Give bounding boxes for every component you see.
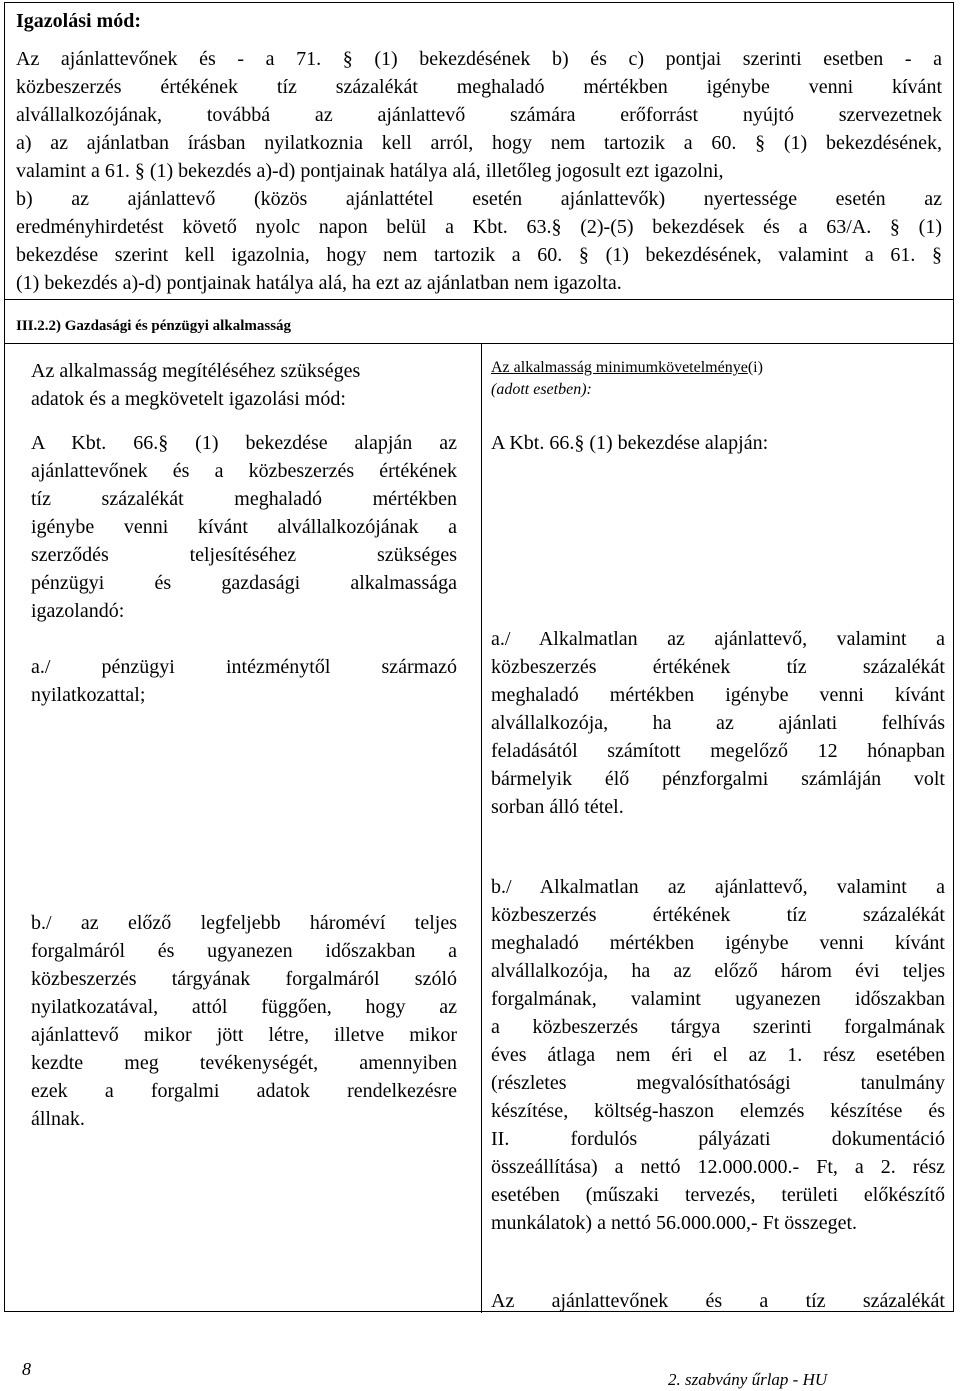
text-line: meghaladó mértékben igénybe venni kívánt — [491, 684, 945, 706]
text-line: A Kbt. 66.§ (1) bekezdése alapján: — [491, 432, 769, 454]
text-line: sorban álló tétel. — [491, 796, 624, 818]
text-line: esetében (műszaki tervezés, területi előkészítő — [491, 1184, 945, 1206]
verification-line: (1) bekezdés a)-d) pontjainak hatálya alá, ha ezt az ajánlatban nem igazolta. — [16, 272, 622, 294]
text-line: közbeszerzés értékének tíz százalékát — [491, 904, 945, 926]
text-line: igénybe venni kívánt alvállalkozójának a — [31, 516, 457, 538]
text-line: a./ pénzügyi intézménytől származó — [31, 656, 457, 678]
text-line: szerződés teljesítéséhez szükséges — [31, 544, 457, 566]
verification-line: Az ajánlattevőnek és - a 71. § (1) bekezdésének b) és c) pontjai szerinti esetben - a — [16, 48, 942, 70]
text-line: ajánlattevő mikor jött létre, illetve mikor — [31, 1024, 457, 1046]
text-line: forgalmának, valamint ugyanezen időszakban — [491, 988, 945, 1010]
text-line: munkálatok) a nettó 56.000.000,- Ft összeget. — [491, 1212, 858, 1234]
column-divider — [481, 343, 482, 1313]
text-line: közbeszerzés értékének tíz százalékát — [491, 656, 945, 678]
page-number: 8 — [22, 1359, 31, 1379]
text-line: kezdte meg tevékenységét, amennyiben — [31, 1052, 457, 1074]
verification-line: a) az ajánlatban írásban nyilatkoznia kell arról, hogy nem tartozik a 60. § (1) bekezdésének, — [16, 132, 942, 154]
verification-line: alvállalkozójának, továbbá az ajánlattevő számára erőforrást nyújtó szervezetnek — [16, 104, 942, 126]
text-line: a./ Alkalmatlan az ajánlattevő, valamint a — [491, 628, 945, 650]
heading-suffix: (i) — [747, 359, 763, 376]
left-item-b — [31, 909, 457, 1133]
heading-line: Az alkalmasság megítéléséhez szükséges — [31, 360, 361, 382]
left-intro — [31, 429, 457, 625]
heading-underlined: Az alkalmasság minimumkövetelménye — [491, 359, 748, 376]
text-line: meghaladó mértékben igénybe venni kívánt — [491, 932, 945, 954]
text-line: nyilatkozatával, attól függően, hogy az — [31, 996, 457, 1018]
right-item-b — [491, 873, 945, 1237]
heading-italic: (adott esetben): — [491, 381, 592, 398]
verification-line: b) az ajánlattevő (közös ajánlattétel esetén ajánlattevők) nyertessége esetén az — [16, 188, 942, 210]
text-line: tíz százalékát meghaladó mértékben — [31, 488, 457, 510]
heading-line: adatok és a megkövetelt igazolási mód: — [31, 388, 346, 410]
section-divider — [5, 343, 953, 344]
right-column-heading — [491, 357, 945, 401]
text-line: Az ajánlattevőnek és a tíz százalékát — [491, 1290, 945, 1312]
left-column — [31, 357, 457, 1130]
verification-text — [16, 45, 942, 297]
verification-line: eredményhirdetést követő nyolc napon belül a Kbt. 63.§ (2)-(5) bekezdések és a 63/A. § (1) — [16, 216, 942, 238]
section-title: III.2.2) Gazdasági és pénzügyi alkalmasság — [16, 318, 292, 334]
text-line: (részletes megvalósíthatósági tanulmány — [491, 1072, 945, 1094]
text-line: alvállalkozója, ha az előző három évi teljes — [491, 960, 945, 982]
right-trailing — [491, 1287, 945, 1315]
form-frame — [4, 2, 954, 1312]
verification-line: valamint a 61. § (1) bekezdés a)-d) pontjainak hatálya alá, illetőleg jogosult ezt igazolni, — [16, 160, 724, 182]
text-line: ajánlattevőnek és a közbeszerzés értékének — [31, 460, 457, 482]
text-line: bármelyik élő pénzforgalmi számláján volt — [491, 768, 945, 790]
text-line: pénzügyi és gazdasági alkalmassága — [31, 572, 457, 594]
text-line: b./ Alkalmatlan az ajánlattevő, valamint a — [491, 876, 945, 898]
right-item-a — [491, 625, 945, 821]
text-line: igazolandó: — [31, 600, 125, 622]
text-line: a közbeszerzés tárgya szerinti forgalmának — [491, 1016, 945, 1038]
verification-heading: Igazolási mód: — [16, 10, 141, 32]
text-line: A Kbt. 66.§ (1) bekezdése alapján az — [31, 432, 457, 454]
text-line: összeállítása) a nettó 12.000.000.- Ft, a 2. rész — [491, 1156, 945, 1178]
text-line: nyilatkozattal; — [31, 684, 146, 706]
text-line: alvállalkozója, ha az ajánlati felhívás — [491, 712, 945, 734]
verification-line: bekezdése szerint kell igazolnia, hogy nem tartozik a 60. § (1) bekezdésének, valamint a 61. § — [16, 244, 942, 266]
text-line: állnak. — [31, 1108, 85, 1130]
text-line: közbeszerzés tárgyának forgalmáról szóló — [31, 968, 457, 990]
text-line: ezek a forgalmi adatok rendelkezésre — [31, 1080, 457, 1102]
text-line: feladásától számított megelőző 12 hónapban — [491, 740, 945, 762]
verification-line: közbeszerzés értékének tíz százalékát meghaladó mértékben igénybe venni kívánt — [16, 76, 942, 98]
right-intro — [491, 429, 945, 457]
verification-box — [5, 3, 953, 300]
text-line: forgalmáról és ugyanezen időszakban a — [31, 940, 457, 962]
left-column-heading — [31, 357, 457, 413]
text-line: készítése, költség-haszon elemzés készítése és — [491, 1100, 945, 1122]
text-line: II. fordulós pályázati dokumentáció — [491, 1128, 945, 1150]
text-line: b./ az előző legfeljebb hároméví teljes — [31, 912, 457, 934]
left-item-a — [31, 653, 457, 709]
right-column — [491, 357, 945, 1312]
form-name: 2. szabvány űrlap - HU — [668, 1370, 828, 1389]
text-line: éves átlaga nem éri el az 1. rész esetében — [491, 1044, 945, 1066]
